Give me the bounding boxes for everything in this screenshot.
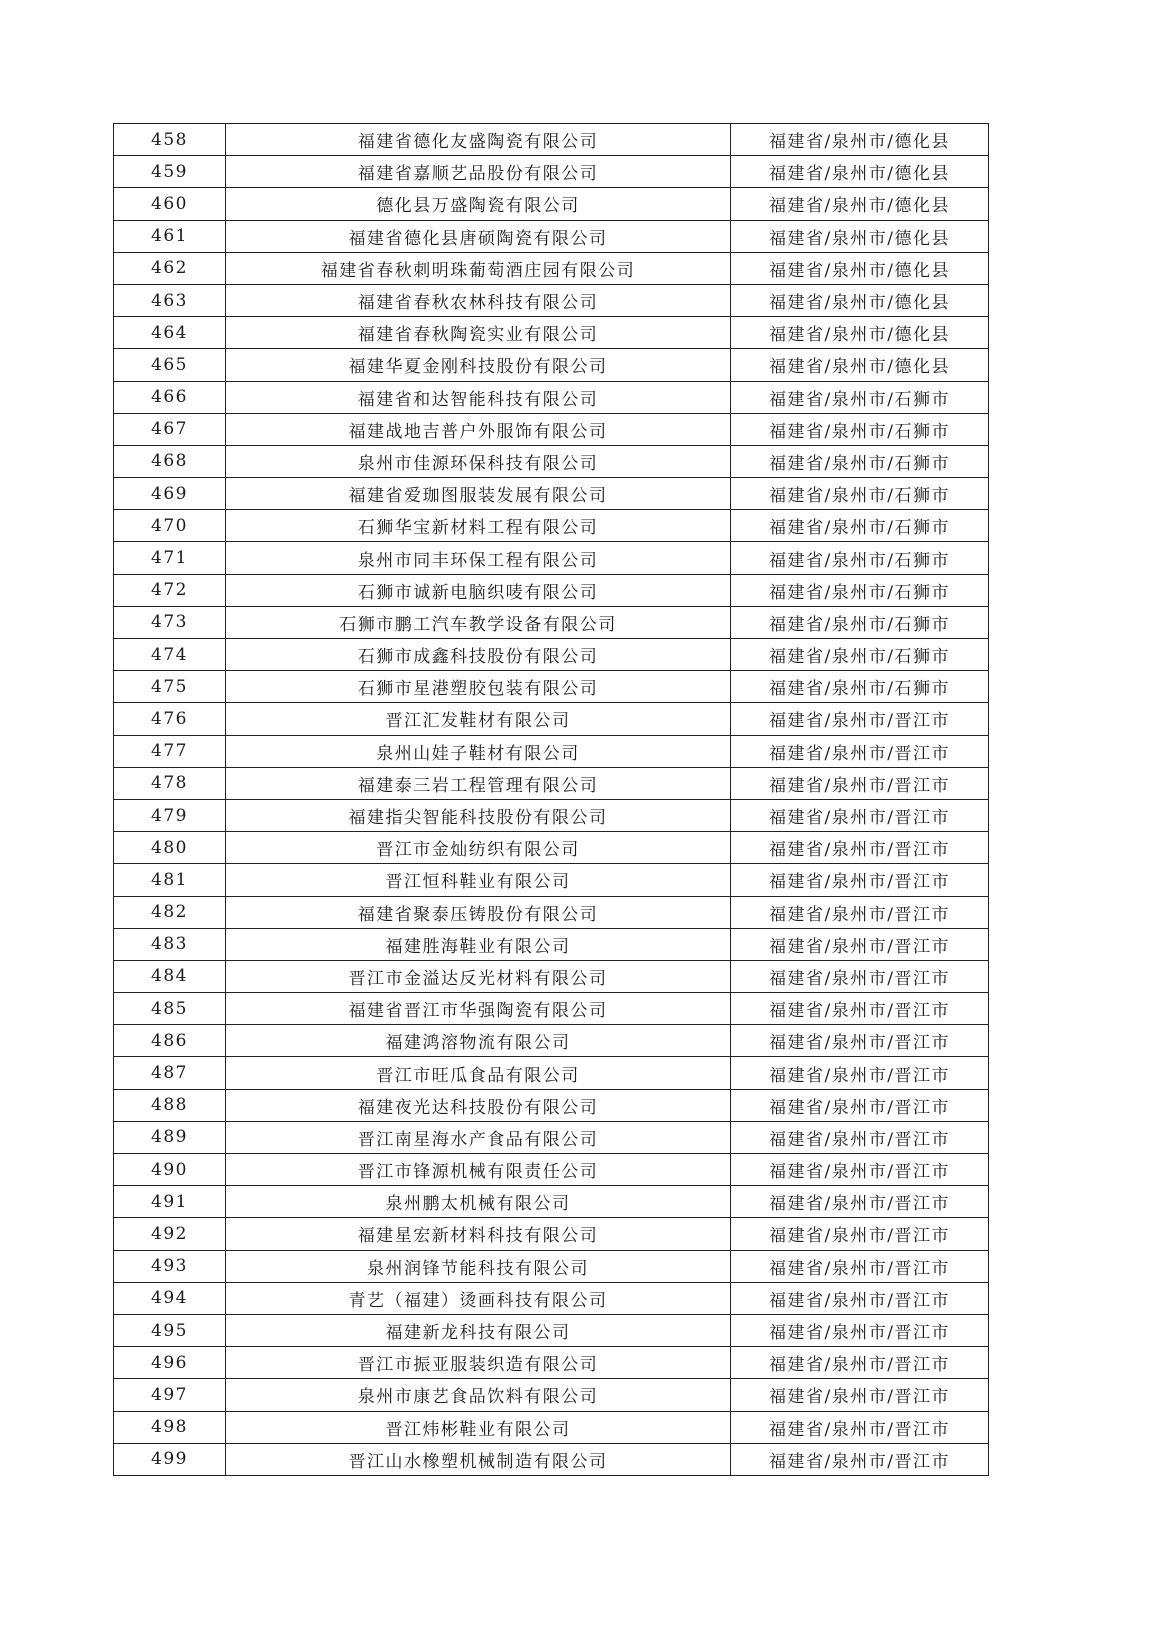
company-name-cell: 泉州鹏太机械有限公司 [226, 1186, 731, 1218]
row-number-cell: 495 [114, 1314, 226, 1346]
region-cell: 福建省/泉州市/晋江市 [731, 1282, 989, 1314]
table-row [114, 1057, 989, 1089]
company-name-cell: 石狮市星港塑胶包装有限公司 [226, 671, 731, 703]
table-row [114, 188, 989, 220]
region-cell: 福建省/泉州市/德化县 [731, 252, 989, 284]
row-number-cell: 484 [114, 960, 226, 992]
row-number-cell: 487 [114, 1057, 226, 1089]
row-number-cell: 491 [114, 1186, 226, 1218]
company-name-cell: 石狮市诚新电脑织唛有限公司 [226, 574, 731, 606]
company-name-cell: 福建省爱珈图服装发展有限公司 [226, 478, 731, 510]
row-number-cell: 458 [114, 124, 226, 156]
region-cell: 福建省/泉州市/德化县 [731, 284, 989, 316]
region-cell: 福建省/泉州市/晋江市 [731, 864, 989, 896]
row-number-cell: 468 [114, 445, 226, 477]
region-cell: 福建省/泉州市/石狮市 [731, 381, 989, 413]
row-number-cell: 481 [114, 864, 226, 896]
table-row [114, 799, 989, 831]
company-name-cell: 福建省晋江市华强陶瓷有限公司 [226, 993, 731, 1025]
table-row [114, 639, 989, 671]
table-row [114, 1186, 989, 1218]
company-name-cell: 晋江山水橡塑机械制造有限公司 [226, 1443, 731, 1475]
table-row [114, 317, 989, 349]
table-row [114, 1379, 989, 1411]
table-row [114, 1443, 989, 1475]
table-row [114, 1347, 989, 1379]
region-cell: 福建省/泉州市/德化县 [731, 124, 989, 156]
region-cell: 福建省/泉州市/石狮市 [731, 413, 989, 445]
row-number-cell: 478 [114, 767, 226, 799]
table-row [114, 703, 989, 735]
row-number-cell: 482 [114, 896, 226, 928]
company-name-cell: 福建省聚泰压铸股份有限公司 [226, 896, 731, 928]
table-row [114, 896, 989, 928]
table-row [114, 124, 989, 156]
region-cell: 福建省/泉州市/石狮市 [731, 671, 989, 703]
company-name-cell: 晋江市金灿纺织有限公司 [226, 832, 731, 864]
company-name-cell: 晋江市锋源机械有限责任公司 [226, 1154, 731, 1186]
table-row [114, 220, 989, 252]
region-cell: 福建省/泉州市/晋江市 [731, 1250, 989, 1282]
company-name-cell: 福建省嘉顺艺品股份有限公司 [226, 156, 731, 188]
table-row [114, 1121, 989, 1153]
company-name-cell: 青艺（福建）烫画科技有限公司 [226, 1282, 731, 1314]
table-row [114, 478, 989, 510]
table-row [114, 284, 989, 316]
row-number-cell: 465 [114, 349, 226, 381]
region-cell: 福建省/泉州市/德化县 [731, 317, 989, 349]
row-number-cell: 498 [114, 1411, 226, 1443]
row-number-cell: 471 [114, 542, 226, 574]
company-name-cell: 福建省春秋农林科技有限公司 [226, 284, 731, 316]
company-name-cell: 福建省德化县唐硕陶瓷有限公司 [226, 220, 731, 252]
region-cell: 福建省/泉州市/德化县 [731, 188, 989, 220]
table-row [114, 574, 989, 606]
company-name-cell: 晋江市金溢达反光材料有限公司 [226, 960, 731, 992]
company-name-cell: 晋江南星海水产食品有限公司 [226, 1121, 731, 1153]
region-cell: 福建省/泉州市/晋江市 [731, 1186, 989, 1218]
company-name-cell: 泉州润锋节能科技有限公司 [226, 1250, 731, 1282]
table-row [114, 413, 989, 445]
region-cell: 福建省/泉州市/德化县 [731, 349, 989, 381]
table-row [114, 156, 989, 188]
region-cell: 福建省/泉州市/晋江市 [731, 1347, 989, 1379]
table-row [114, 735, 989, 767]
region-cell: 福建省/泉州市/晋江市 [731, 1218, 989, 1250]
row-number-cell: 475 [114, 671, 226, 703]
region-cell: 福建省/泉州市/晋江市 [731, 1314, 989, 1346]
row-number-cell: 469 [114, 478, 226, 510]
company-name-cell: 泉州市佳源环保科技有限公司 [226, 445, 731, 477]
region-cell: 福建省/泉州市/晋江市 [731, 1443, 989, 1475]
row-number-cell: 485 [114, 993, 226, 1025]
region-cell: 福建省/泉州市/晋江市 [731, 993, 989, 1025]
region-cell: 福建省/泉州市/德化县 [731, 156, 989, 188]
table-row [114, 671, 989, 703]
company-name-cell: 福建省春秋刺明珠葡萄酒庄园有限公司 [226, 252, 731, 284]
row-number-cell: 467 [114, 413, 226, 445]
table-row [114, 1025, 989, 1057]
company-name-cell: 福建省春秋陶瓷实业有限公司 [226, 317, 731, 349]
table-row [114, 1154, 989, 1186]
region-cell: 福建省/泉州市/晋江市 [731, 1154, 989, 1186]
row-number-cell: 492 [114, 1218, 226, 1250]
region-cell: 福建省/泉州市/石狮市 [731, 574, 989, 606]
table-row [114, 1282, 989, 1314]
table-row [114, 1089, 989, 1121]
company-name-cell: 福建星宏新材料科技有限公司 [226, 1218, 731, 1250]
table-row [114, 767, 989, 799]
company-name-cell: 福建指尖智能科技股份有限公司 [226, 799, 731, 831]
company-list-body [114, 124, 989, 1476]
row-number-cell: 488 [114, 1089, 226, 1121]
table-row [114, 510, 989, 542]
company-name-cell: 泉州市同丰环保工程有限公司 [226, 542, 731, 574]
company-name-cell: 福建鸿溶物流有限公司 [226, 1025, 731, 1057]
region-cell: 福建省/泉州市/石狮市 [731, 639, 989, 671]
region-cell: 福建省/泉州市/晋江市 [731, 1411, 989, 1443]
row-number-cell: 489 [114, 1121, 226, 1153]
region-cell: 福建省/泉州市/晋江市 [731, 960, 989, 992]
table-row [114, 864, 989, 896]
row-number-cell: 477 [114, 735, 226, 767]
region-cell: 福建省/泉州市/石狮市 [731, 606, 989, 638]
region-cell: 福建省/泉州市/石狮市 [731, 510, 989, 542]
company-name-cell: 福建泰三岩工程管理有限公司 [226, 767, 731, 799]
row-number-cell: 461 [114, 220, 226, 252]
table-row [114, 1411, 989, 1443]
region-cell: 福建省/泉州市/晋江市 [731, 1089, 989, 1121]
company-name-cell: 福建夜光达科技股份有限公司 [226, 1089, 731, 1121]
table-row [114, 542, 989, 574]
company-name-cell: 德化县万盛陶瓷有限公司 [226, 188, 731, 220]
row-number-cell: 494 [114, 1282, 226, 1314]
table-row [114, 1314, 989, 1346]
region-cell: 福建省/泉州市/晋江市 [731, 928, 989, 960]
region-cell: 福建省/泉州市/晋江市 [731, 767, 989, 799]
table-row [114, 252, 989, 284]
row-number-cell: 470 [114, 510, 226, 542]
company-name-cell: 福建省和达智能科技有限公司 [226, 381, 731, 413]
table-row [114, 1218, 989, 1250]
region-cell: 福建省/泉州市/晋江市 [731, 799, 989, 831]
company-name-cell: 石狮华宝新材料工程有限公司 [226, 510, 731, 542]
table-row [114, 832, 989, 864]
region-cell: 福建省/泉州市/晋江市 [731, 1025, 989, 1057]
row-number-cell: 499 [114, 1443, 226, 1475]
company-name-cell: 福建胜海鞋业有限公司 [226, 928, 731, 960]
company-name-cell: 福建新龙科技有限公司 [226, 1314, 731, 1346]
row-number-cell: 476 [114, 703, 226, 735]
region-cell: 福建省/泉州市/晋江市 [731, 1057, 989, 1089]
row-number-cell: 490 [114, 1154, 226, 1186]
row-number-cell: 497 [114, 1379, 226, 1411]
table-row [114, 381, 989, 413]
company-name-cell: 晋江市振亚服装织造有限公司 [226, 1347, 731, 1379]
region-cell: 福建省/泉州市/晋江市 [731, 735, 989, 767]
row-number-cell: 473 [114, 606, 226, 638]
table-row [114, 960, 989, 992]
row-number-cell: 466 [114, 381, 226, 413]
table-row [114, 928, 989, 960]
table-row [114, 606, 989, 638]
company-name-cell: 福建省德化友盛陶瓷有限公司 [226, 124, 731, 156]
company-name-cell: 福建战地吉普户外服饰有限公司 [226, 413, 731, 445]
row-number-cell: 463 [114, 284, 226, 316]
row-number-cell: 460 [114, 188, 226, 220]
region-cell: 福建省/泉州市/德化县 [731, 220, 989, 252]
region-cell: 福建省/泉州市/石狮市 [731, 478, 989, 510]
region-cell: 福建省/泉州市/晋江市 [731, 703, 989, 735]
table-row [114, 445, 989, 477]
company-name-cell: 晋江市旺瓜食品有限公司 [226, 1057, 731, 1089]
row-number-cell: 462 [114, 252, 226, 284]
row-number-cell: 486 [114, 1025, 226, 1057]
row-number-cell: 474 [114, 639, 226, 671]
region-cell: 福建省/泉州市/石狮市 [731, 542, 989, 574]
row-number-cell: 493 [114, 1250, 226, 1282]
row-number-cell: 483 [114, 928, 226, 960]
row-number-cell: 479 [114, 799, 226, 831]
table-row [114, 349, 989, 381]
region-cell: 福建省/泉州市/晋江市 [731, 896, 989, 928]
company-name-cell: 晋江恒科鞋业有限公司 [226, 864, 731, 896]
region-cell: 福建省/泉州市/晋江市 [731, 832, 989, 864]
company-name-cell: 石狮市鹏工汽车教学设备有限公司 [226, 606, 731, 638]
row-number-cell: 464 [114, 317, 226, 349]
row-number-cell: 480 [114, 832, 226, 864]
company-name-cell: 福建华夏金刚科技股份有限公司 [226, 349, 731, 381]
company-name-cell: 石狮市成鑫科技股份有限公司 [226, 639, 731, 671]
table-row [114, 993, 989, 1025]
company-list-table [113, 123, 989, 1476]
row-number-cell: 472 [114, 574, 226, 606]
company-name-cell: 晋江炜彬鞋业有限公司 [226, 1411, 731, 1443]
company-name-cell: 晋江汇发鞋材有限公司 [226, 703, 731, 735]
row-number-cell: 496 [114, 1347, 226, 1379]
company-name-cell: 泉州山娃子鞋材有限公司 [226, 735, 731, 767]
region-cell: 福建省/泉州市/晋江市 [731, 1121, 989, 1153]
company-name-cell: 泉州市康艺食品饮料有限公司 [226, 1379, 731, 1411]
region-cell: 福建省/泉州市/石狮市 [731, 445, 989, 477]
row-number-cell: 459 [114, 156, 226, 188]
region-cell: 福建省/泉州市/晋江市 [731, 1379, 989, 1411]
table-row [114, 1250, 989, 1282]
